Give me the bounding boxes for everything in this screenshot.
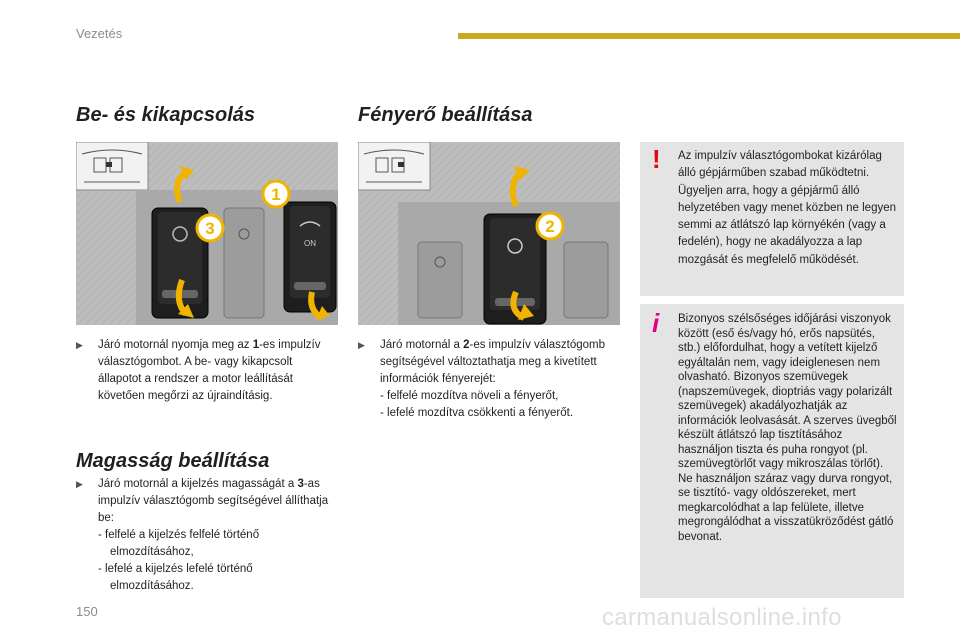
warning-text: Az impulzív választógombokat kizárólag álló gépjárműben szabad működtetni. Ügyeljen arra, hogy a gépjármű álló helyzetében vagy menet közben ne legyen semmi az átlátszó lap környékén (vagy a fedelén), hogy ne akadályozza a lap mozgását és megfelelő működését. — [678, 150, 897, 266]
onoff-instruction: ▶ Járó motornál nyomja meg az 1-es impulzív választógombot. A be- vagy kikapcsolt állapotot a rendszer a motor leállítását követően megőrzi az újraindításig. — [76, 339, 321, 402]
callout-2 — [537, 213, 563, 239]
bullet-marker-icon: ▶ — [76, 340, 83, 350]
heading-onoff: Be- és kikapcsolás — [76, 104, 255, 126]
bullet-marker-icon: ▶ — [358, 340, 365, 350]
figure-brightness-switch — [358, 142, 620, 325]
figure-onoff-switches — [76, 142, 338, 325]
dashboard-inset-illustration-2 — [358, 142, 430, 190]
height-up-item: - felfelé a kijelzés felfelé történő — [98, 529, 260, 541]
warning-note — [640, 142, 904, 296]
callout-1 — [263, 181, 289, 207]
dashboard-inset-illustration — [76, 142, 148, 190]
callout-3 — [197, 215, 223, 241]
brightness-down-item: - lefelé mozdítva csökkenti a fényerőt. — [380, 407, 574, 419]
heading-brightness: Fényerő beállítása — [358, 104, 533, 126]
callout-2-label: 2 — [545, 217, 555, 236]
switch-on-label: ON — [304, 239, 316, 248]
heading-height: Magasság beállítása — [76, 450, 270, 472]
exclamation-icon: ! — [652, 144, 661, 174]
section-title: Vezetés — [76, 26, 123, 41]
bullet-marker-icon: ▶ — [76, 479, 83, 489]
brightness-up-item: - felfelé mozdítva növeli a fényerőt, — [380, 390, 559, 402]
info-text: Bizonyos szélsőséges időjárási viszonyok között (eső és/vagy hó, erős napsütés, stb.) előfordulhat, hogy a vetített kijelző egyáltalán nem, vagy ideiglenesen nem olvasható. Bizonyos szemüvegek (napszemüvegek, dioptriás vagy polarizált szemüvegek) akadályozhatják az információk leolvasását. A szerves üvegből készült átlátszó lap tisztításához használjon tiszta és puha rongyot (pl. szemüvegtörlőt vagy mikroszálas törlőt). Ne használjon száraz vagy durva rongyot, se tisztító- vagy oldószereket, mert megkarcolódhat a lap felülete, illetve megrongálódhat a visszatükröződést gátló bevonat. — [678, 313, 897, 543]
height-down-item: - lefelé a kijelzés lefelé történő — [98, 563, 253, 575]
height-instruction: ▶ Járó motornál a kijelzés magasságát a 3-as impulzív választógomb segítségével állíthatja be: - felfelé a kijelzés felfelé történő elmozdításához, - lefelé a kijelzés lefelé történő elmozdításához. — [76, 476, 346, 595]
brightness-instruction: ▶ Járó motornál a 2-es impulzív választógomb segítségével változtathatja meg a kivetített információk fényerejét: - felfelé mozdítva növeli a fényerőt, - lefelé mozdítva csökkenti a fényerőt. — [358, 337, 628, 422]
watermark: carmanualsonline.info — [602, 604, 842, 631]
info-icon: i — [652, 308, 660, 338]
section-accent-bar — [458, 33, 960, 39]
page-number: 150 — [76, 604, 98, 619]
callout-3-label: 3 — [205, 219, 215, 238]
callout-1-label: 1 — [271, 185, 281, 204]
info-note — [640, 304, 904, 598]
